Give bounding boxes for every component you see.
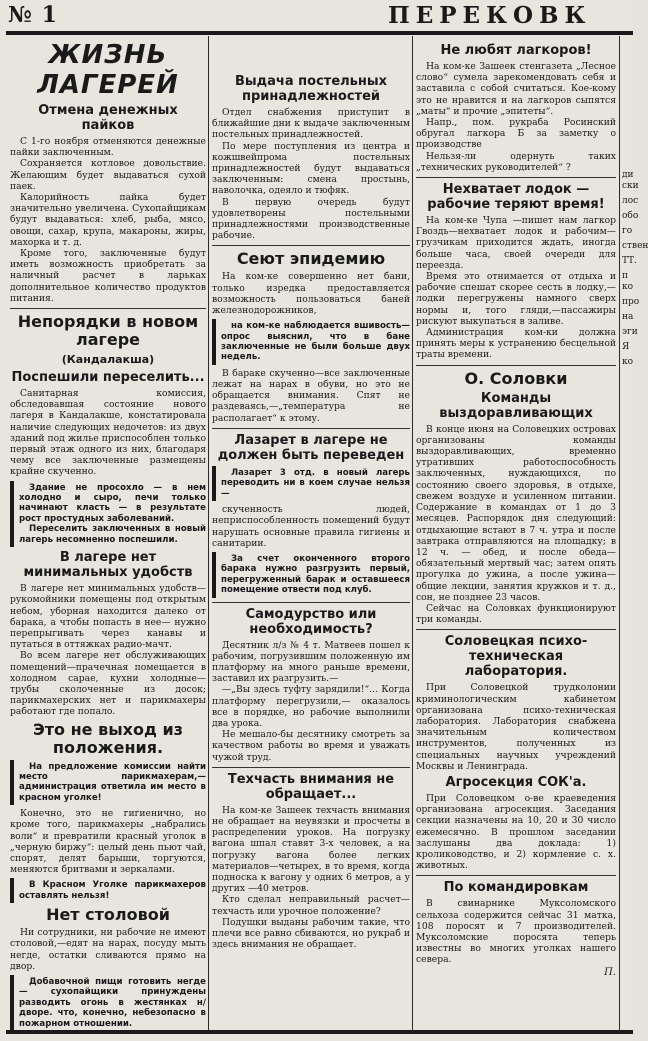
paragraph: За счет оконченного второго барака нужно разгрузить первый, перегруженный барак и оставшееся помещение отвести под клуб.	[221, 553, 410, 596]
paragraph: На предложение комиссии найти место парикмахерам,—администрация ответила им место в красном уголке!	[19, 761, 206, 803]
article-title: По командировкам	[443, 880, 589, 896]
paragraph: Здание не просохло — в нем холодно и сыро, печи только начинают класть — в результате рост простудных заболеваний.	[19, 482, 206, 524]
article-title: Самодурство или необходимость?	[245, 606, 377, 637]
paragraph: Кроме того, заключенные будут иметь возможность приобретать за наличный расчет в ларьках дополнительное количество продуктов питания.	[10, 248, 206, 304]
paragraph: На ком-ке Чупа —пишет нам лагкор Гвоздь—нехватает лодок и рабочим—грузчикам приходится ждать, иногда больше часа, своей очереди для переезда.	[416, 215, 616, 271]
paragraph: С 1-го ноября отменяются денежные пайки заключенным.	[10, 136, 206, 159]
article-subtitle: Поспешили переселить...	[11, 370, 205, 386]
text-fragment: ствен	[622, 241, 648, 251]
article-title: Техчасть внимания не обращает...	[227, 771, 395, 802]
column-2	[212, 40, 410, 1028]
text-fragment: ко	[622, 357, 634, 367]
separator	[212, 245, 410, 246]
paragraph: На ком-ке Зашеек стенгазета „Лесное слово“ сумела зарекомендовать себя и заставила с собой считаться. Кое-кому это не нравится и на лагкоров сыпятся „маты“ и прочие „эпитеты“.	[416, 61, 616, 117]
newspaper-name: ПЕРЕКОВК	[388, 2, 592, 29]
paragraph: скученность людей, неприспособленность помещений будут нарушать основные правила гигиены и санитарии.	[212, 504, 410, 549]
separator	[10, 308, 206, 309]
paragraph: В лагере нет минимальных удобств—рукомойники помещены под открытым небом, уборная находится далеко от барака, а чтобы попасть в нее— нужно перепрыгивать через канавы и путаться в оттяжках радио-мачт.	[10, 583, 206, 651]
paragraph: В Красном Уголке парикмахеров оставлять нельзя!	[19, 880, 206, 901]
paragraph: Во всем лагере нет обслуживающих помещений—прачечная помещается в холодном сарае, кухни холодные—трубы сколоченные из досок; парикмахерских нет и парикмахеры работают где попало.	[10, 650, 206, 718]
article-title: Сеют эпидемию	[236, 249, 386, 269]
text-fragment: на	[622, 312, 634, 322]
highlight-box	[212, 552, 410, 598]
highlight-box	[10, 760, 206, 806]
paragraph: Сохраняется котловое довольствие. Желающим будет выдаваться сухой паек.	[10, 158, 206, 192]
paragraph: При Соловецком о-ве краеведения организована агросекция. Заседания секции назначены на 10, 20 и 30 число ежемесячно. В прошлом заседании заслушаны два доклада: 1) кролиководство, и 2) кормление с. х. животных.	[416, 792, 616, 872]
paragraph: Десятник л/з № 4 т. Матвеев пошел к рабочим, погрузившим положенную им платформу на много раньше времени, заставил их разгрузить.—	[212, 639, 410, 685]
separator	[416, 177, 616, 178]
article-title: Соловецкая психо-техническая лаборатория.	[444, 634, 588, 680]
paragraph: Калорийность пайка будет значительно увеличена. Сухопайщикам будут выдаваться: хлеб, рыба, мясо, овощи, сахар, крупа, макароны, жиры, махорка и т. д.	[10, 192, 206, 248]
paragraph: По мере поступления из центра и кожшвейпрома постельных принадлежностей будут выдаваться заключенным: смена простынь, наволочка, одеяло и тюфяк.	[212, 140, 410, 197]
paragraph: Подушки выданы рабочим такие, что плечи все равно сбиваются, но рукраб и здесь внимания не обращает.	[212, 916, 410, 951]
paragraph: Администрация ком-ки должна принять меры к устранению бесцельной траты времени.	[416, 327, 616, 361]
separator	[212, 602, 410, 603]
paragraph: Время это отнимается от отдыха и рабочие спешат скорее сесть в лодку,—лодки перегружены намного сверх нормы и, того гляди,—пассажиры рискуют выкупаться в заливе.	[416, 271, 616, 327]
paragraph: Напр., пом. рукраба Росинский обругал лагкора Б за заметку о производстве	[416, 117, 616, 151]
article-title: Агросекция СОК'а.	[445, 774, 587, 790]
column-1	[10, 40, 206, 1028]
separator	[416, 365, 616, 366]
text-fragment: п ко	[622, 271, 634, 292]
paragraph: На ком-ке совершенно нет бани, только изредка предоставляется возможность пользоваться баней железнодорожников,	[212, 271, 410, 317]
paragraph: Переселить заключенных в новый лагерь несомненно поспешили.	[19, 524, 206, 545]
masthead	[0, 0, 633, 30]
text-fragment: ТТ.	[622, 256, 637, 266]
separator	[416, 875, 616, 876]
paragraph: Лазарет 3 отд. в новый лагерь переводить ни в коем случае нельзя—	[221, 467, 410, 499]
article-title: Непорядки в новом лагере	[17, 312, 199, 350]
text-fragment: ди ски	[622, 170, 639, 191]
paragraph: Ни сотрудники, ни рабочие не имеют столовой,—едят на нарах, посуду мыть негде, остатки сливаются прямо на двор.	[10, 927, 206, 972]
paragraph: Добавочной пищи готовить негде— сухопайщики принуждены разводить огонь в жестянках н/ дворе. что, конечно, небезопасно в пожарном отношении.	[19, 977, 206, 1029]
column-4-fragment	[622, 40, 648, 1028]
text-fragment: го	[622, 226, 633, 236]
issue-number: № 1	[8, 2, 58, 28]
paragraph: —„Вы здесь туфту зарядили!“... Когда платформу перегрузили,— оказалось все в порядке, но рабочие выполнили два урока.	[212, 684, 410, 729]
article-title: В лагере нет минимальных удобств	[23, 550, 193, 581]
paragraph: Нельзя-ли одернуть таких „технических руководителей“ ?	[416, 150, 616, 173]
text-fragment: эги	[622, 327, 638, 337]
column-divider	[412, 36, 413, 1030]
article-title: Не любят лагкоров!	[440, 43, 592, 58]
paragraph: Кто сделал неправильный расчет—техчасть или урочное положение?	[212, 894, 410, 917]
article-place: (Кандалакша)	[61, 353, 155, 367]
paragraph: Не мешало-бы десятнику смотреть за качеством работы во время и уважать чужой труд.	[212, 729, 410, 763]
paragraph: В конце июня на Соловецких островах организованы команды выздоравливающих, временно утративших работоспособность заключенных, нуждающихся, по состоянию своего здоровья, в отдыхе, свежем воздухе и усиленном питании. Содержание в командах от 1 до 3 месяцев. Распорядок дня следующий: отдыхающие встают в 7 ч. утра и после завтрака отправляются на площадку; в 12 ч. — обед, и после обеда—обязательный мертвый час; затем опять прогулка до ужина, а после ужина—общие лекции, занятия кружков и т. д., сон, не позднее 23 часов.	[416, 423, 616, 603]
separator	[212, 767, 410, 768]
page-title: ЖИЗНЬ ЛАГЕРЕЙ	[37, 40, 179, 100]
article-subtitle: Команды выздоравливающих	[439, 390, 593, 421]
highlight-box	[212, 466, 410, 501]
paragraph: В свинарнике Муксоломского сельхоза содержится сейчас 31 матка, 108 поросят и 7 производителей. Муксоломские поросята теперь известны во многих уголках нашего севера.	[416, 898, 616, 966]
article-title: Это не выход из положения.	[33, 719, 183, 757]
highlight-box	[10, 878, 206, 903]
highlight-box	[212, 319, 410, 365]
bottom-rule	[6, 1030, 633, 1034]
paragraph: В первую очередь будут удовлетворены постельными принадлежностями производственные рабочие.	[212, 196, 410, 242]
paragraph: На ком-ке Зашеек техчасть внимания не обращает на неувязки и просчеты в распределении уроков. На погрузку вагона шпал ставят 3-х человек, а на погрузку вагона более легких материалов—четырех, в то время, когда подноска к вагону у одних 6 метров, а у других —40 метров.	[212, 804, 410, 895]
paragraph: В бараке скученно—все заключенные лежат на нарах в обуви, но это не обращается внимания. Спят не раздеваясь,—„температура не располагает“ к этому.	[212, 367, 410, 424]
paragraph: При Соловецкой трудколонии криминологическим кабинетом организована психо-техническая лаборатория. Лаборатория снабжена значительным количеством инструментов, полученных из специальных научных учреждений Москвы и Ленинграда.	[416, 682, 616, 772]
article-title: О. Соловки	[464, 368, 568, 388]
signature: П.	[604, 966, 616, 978]
column-divider	[619, 36, 620, 1030]
separator	[416, 629, 616, 630]
article-title: Нет столовой	[46, 905, 170, 925]
paragraph: Отдел снабжения приступит в ближайшие дни к выдаче заключенным постельных принадлежностей.	[212, 107, 410, 141]
paragraph: Санитарная комиссия, обследовавшая состояние нового лагеря в Кандалакше, констатировала наличие следующих недочетов: из двух зданий под жилье приспособлен только первый этаж одного из них, благодаря чему все заключенные размещены крайне скученно.	[10, 388, 206, 478]
text-fragment: про	[622, 297, 640, 307]
text-fragment: лос	[622, 196, 639, 206]
highlight-box	[10, 481, 206, 547]
paragraph: Сейчас на Соловках функционируют три команды.	[416, 602, 616, 626]
article-title: Выдача постельных принадлежностей	[235, 74, 387, 104]
highlight-box	[10, 975, 206, 1031]
paragraph: на ком-ке наблюдается вшивость— опрос выяснил, что в бане заключенные не были больше двух недель.	[221, 321, 410, 363]
column-3	[416, 40, 616, 1028]
article-title: Нехватает лодок — рабочие теряют время!	[427, 182, 605, 213]
article-title: Отмена денежных пайков	[38, 103, 178, 133]
column-divider	[208, 36, 209, 1030]
text-fragment: обо	[622, 211, 639, 221]
top-rule	[6, 31, 633, 35]
separator	[212, 428, 410, 429]
article-title: Лазарет в лагере не должен быть переведен	[217, 432, 405, 463]
paragraph: Конечно, это не гигиенично, но кроме того, парикмахеры „набрались воли“ и превратили красный уголок в „черную биржу“: целый день пьют чай, спорят, делят барыши, торгуются, меняются бритвами и зеркалами.	[10, 808, 206, 876]
text-fragment: Я	[622, 342, 630, 352]
